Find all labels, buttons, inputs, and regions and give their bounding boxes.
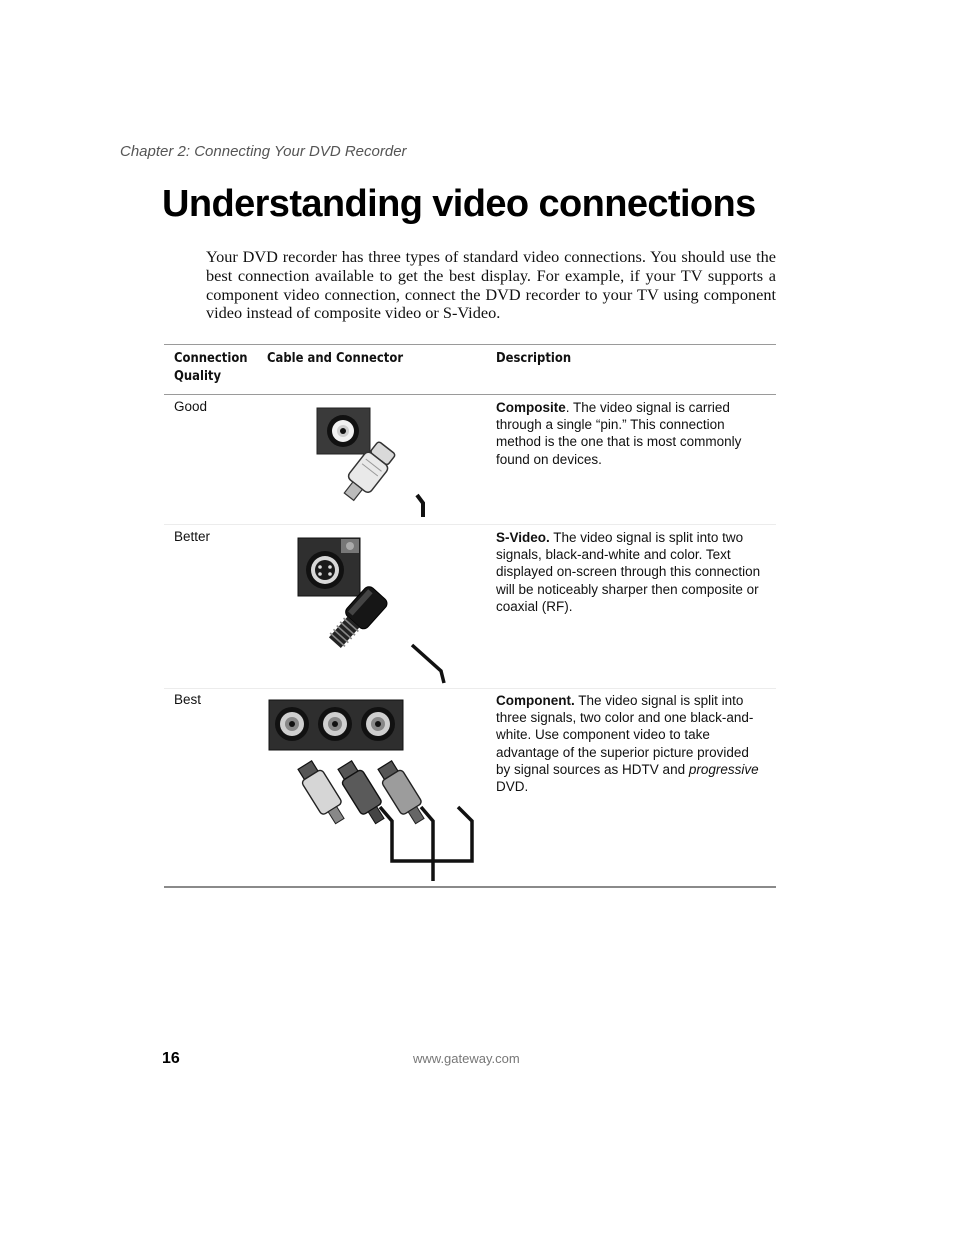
s-video-connector-icon bbox=[297, 537, 449, 685]
page-number: 16 bbox=[162, 1050, 180, 1067]
column-header-quality-line1: Connection bbox=[174, 350, 248, 366]
row-quality-good: Good bbox=[174, 399, 208, 414]
table-bottom-rule bbox=[164, 886, 776, 888]
row-quality-best: Best bbox=[174, 692, 202, 707]
row-text-s-video: The video signal is split into two signals, black-and-white and color. Text displayed on-screen through this connection will be noticeably sharper then composite or coaxial (RF). bbox=[496, 530, 761, 614]
row-separator bbox=[164, 688, 776, 689]
row-name-punct-composite: . bbox=[565, 400, 570, 415]
column-header-quality bbox=[174, 349, 248, 385]
column-header-quality-line2: Quality bbox=[174, 368, 222, 384]
table-top-rule bbox=[164, 344, 776, 345]
row-emphasis-progressive: progressive bbox=[688, 761, 759, 777]
row-separator bbox=[164, 524, 776, 525]
row-name-s-video: S-Video. bbox=[496, 530, 550, 545]
page-title: Understanding video connections bbox=[162, 183, 756, 225]
column-header-cable: Cable and Connector bbox=[267, 350, 404, 366]
website-footer: www.gateway.com bbox=[413, 1051, 520, 1066]
row-description-composite bbox=[496, 399, 764, 468]
row-quality-better: Better bbox=[174, 529, 211, 544]
row-name-component: Component. bbox=[496, 693, 575, 708]
row-description-s-video bbox=[496, 529, 764, 615]
intro-paragraph: Your DVD recorder has three types of standard video connections. You should use the best connection available to get the best display. For example, if your TV supports a component video connection, connect the DVD recorder to your TV using component video instead of composite video or S-Video. bbox=[206, 247, 776, 323]
composite-connector-icon bbox=[316, 407, 431, 519]
row-text-component: The video signal is split into three signals, two color and one black-and-white. Use component video to take advantage of the superior picture provided by signal sources as HDTV and bbox=[496, 693, 754, 777]
row-name-composite: Composite bbox=[496, 400, 566, 415]
table-header-rule bbox=[164, 394, 776, 395]
row-tail-component: DVD. bbox=[496, 779, 529, 795]
column-header-description: Description bbox=[496, 350, 572, 366]
row-text-composite: The video signal is carried through a single “pin.” This connection method is the one that is most commonly found on devices. bbox=[496, 400, 742, 467]
row-description-component bbox=[496, 692, 764, 795]
component-connector-icon bbox=[268, 699, 476, 883]
chapter-heading: Chapter 2: Connecting Your DVD Recorder bbox=[120, 143, 407, 160]
